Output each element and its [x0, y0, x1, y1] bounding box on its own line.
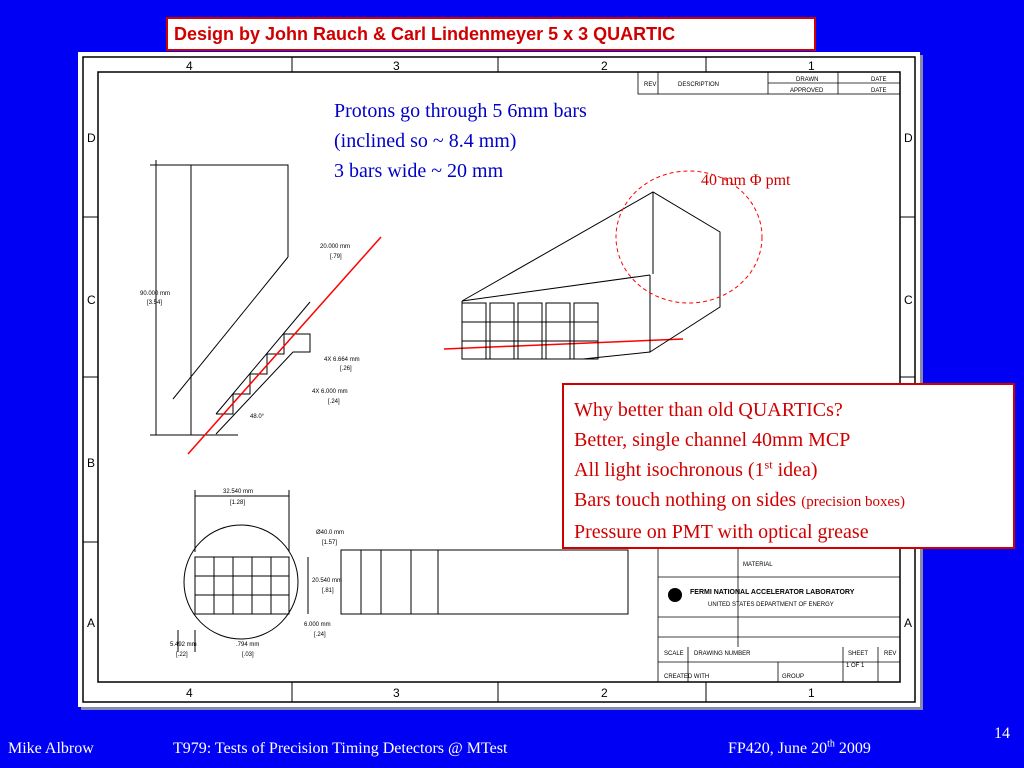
- why-line-5: Pressure on PMT with optical grease: [574, 521, 869, 543]
- why-line-1: Why better than old QUARTICs?: [574, 399, 843, 421]
- zone-col-4-bottom: 4: [186, 686, 193, 700]
- zone-col-1-top: 1: [808, 59, 815, 73]
- top-width-mm-label: 32.540 mm: [223, 489, 254, 495]
- created-with-label: CREATED WITH: [664, 674, 710, 680]
- angle-label: 48.0°: [250, 414, 265, 420]
- footer-conf-sup: th: [827, 738, 835, 750]
- approved-header: APPROVED: [790, 88, 824, 94]
- footer-author: Mike Albrow: [8, 740, 94, 757]
- drawn-header: DRAWN: [796, 77, 819, 83]
- why-line-4-small: (precision boxes): [801, 494, 905, 510]
- zone-col-1-bottom: 1: [808, 686, 815, 700]
- width-in-label: [.79]: [330, 254, 342, 260]
- zone-row-c-right: C: [904, 293, 913, 307]
- zone-row-d-left: D: [87, 131, 96, 145]
- material-label: MATERIAL: [743, 562, 773, 568]
- lab-name: FERMI NATIONAL ACCELERATOR LABORATORY: [690, 589, 855, 596]
- footer-talk: T979: Tests of Precision Timing Detectors @ MTest: [173, 740, 508, 757]
- footer-conf-pre: FP420, June 20: [728, 740, 828, 757]
- fermilab-logo-icon: [668, 588, 682, 602]
- rev2-label: REV: [884, 651, 897, 657]
- why-line-4: [574, 485, 1013, 517]
- group-label: GROUP: [782, 674, 805, 680]
- circle-in-label: [1.57]: [322, 540, 338, 546]
- date2-header: DATE: [871, 88, 887, 94]
- isometric-assembly: [462, 192, 720, 359]
- rev-header: REV: [644, 82, 657, 88]
- bar-mm-label: 4X 6.000 mm: [312, 389, 348, 395]
- footer-conference: [728, 740, 871, 758]
- dept-name: UNITED STATES DEPARTMENT OF ENERGY: [708, 602, 834, 608]
- protons-line-1: Protons go through 5 6mm bars: [334, 100, 587, 122]
- zone-col-4-top: 4: [186, 59, 193, 73]
- pitch-mm-label: 6.000 mm: [304, 622, 331, 628]
- footer-conf-post: 2009: [834, 740, 871, 757]
- zone-col-2-top: 2: [601, 59, 608, 73]
- front-view: [178, 490, 308, 652]
- side-view: [150, 160, 310, 435]
- zone-col-3-top: 3: [393, 59, 400, 73]
- date-header: DATE: [871, 77, 887, 83]
- scale-label: SCALE: [664, 651, 684, 657]
- bar-in-label: [.24]: [328, 399, 340, 405]
- gap2-in-label: [.03]: [242, 652, 254, 658]
- why-line-4-main: Bars touch nothing on sides: [574, 489, 802, 511]
- height-in-label: [3.54]: [147, 300, 163, 306]
- zone-col-3-bottom: 3: [393, 686, 400, 700]
- sheet-label: SHEET: [848, 651, 869, 657]
- description-header: DESCRIPTION: [678, 82, 720, 88]
- pmt-outline: [616, 171, 762, 303]
- bar-incl-in-label: [.26]: [340, 366, 352, 372]
- protons-note: [334, 96, 587, 186]
- zone-col-2-bottom: 2: [601, 686, 608, 700]
- sheet-value: 1 OF 1: [846, 663, 865, 669]
- width-mm-label: 20.000 mm: [320, 244, 351, 250]
- zone-row-d-right: D: [904, 131, 913, 145]
- gap2-mm-label: .794 mm: [236, 642, 260, 648]
- why-line-2: Better, single channel 40mm MCP: [574, 429, 851, 451]
- protons-line-3: 3 bars wide ~ 20 mm: [334, 160, 504, 182]
- gap1-in-label: [.22]: [176, 652, 188, 658]
- why-line-3: [574, 455, 1013, 485]
- title-block: [658, 547, 900, 682]
- why-line-3-post: idea): [772, 459, 818, 481]
- pitch-in-label: [.24]: [314, 632, 326, 638]
- zone-row-c-left: C: [87, 293, 96, 307]
- page-number: 14: [994, 725, 1010, 742]
- bar-incl-mm-label: 4X 6.664 mm: [324, 357, 360, 363]
- height-mm-label: 90.000 mm: [140, 291, 171, 297]
- top-width-in-label: [1.28]: [230, 500, 246, 506]
- zone-row-b-left: B: [87, 456, 96, 470]
- why-line-3-pre: All light isochronous (1: [574, 459, 765, 481]
- drawing-number-label: DRAWING NUMBER: [694, 651, 751, 657]
- why-better-box: [562, 383, 1015, 549]
- slide-title-box: [166, 17, 816, 51]
- circle-mm-label: Ø40.0 mm: [316, 530, 345, 536]
- slide-title: Design by John Rauch & Carl Lindenmeyer 5 x 3 QUARTIC: [174, 24, 676, 44]
- why-line-3-sup: st: [764, 457, 773, 472]
- gap1-mm-label: 5.492 mm: [170, 642, 197, 648]
- side-in-label: [.81]: [322, 588, 334, 594]
- side-mm-label: 20.540 mm: [312, 578, 343, 584]
- long-side-view: [341, 550, 628, 614]
- zone-row-a-left: A: [87, 616, 96, 630]
- pmt-label: 40 mm Φ pmt: [701, 172, 791, 189]
- protons-line-2: (inclined so ~ 8.4 mm): [334, 130, 517, 152]
- zone-row-a-right: A: [904, 616, 913, 630]
